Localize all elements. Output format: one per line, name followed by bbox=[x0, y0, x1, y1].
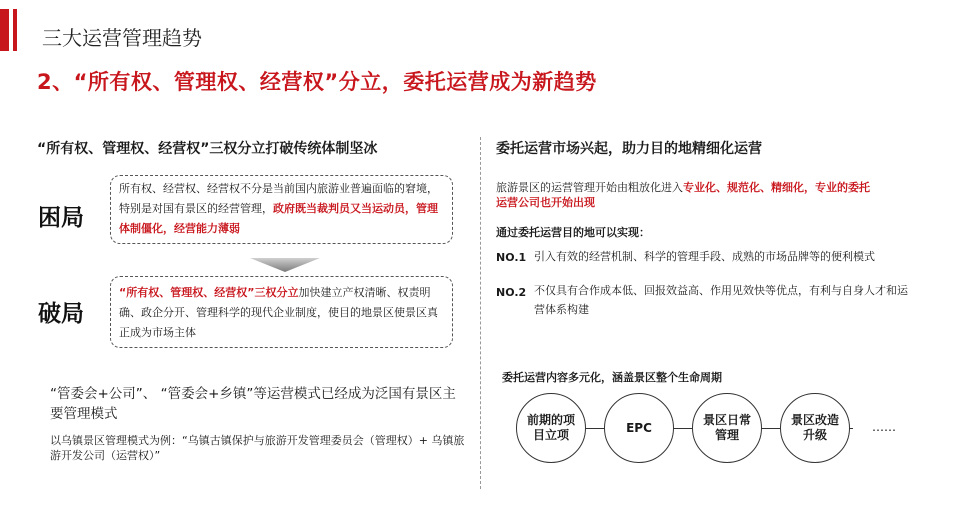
dilemma-label: 困局 bbox=[38, 205, 84, 231]
stage-circle: 景区日常管理 bbox=[692, 393, 762, 463]
page-headline: 2、“所有权、管理权、经营权”分立，委托运营成为新趋势 bbox=[37, 70, 597, 94]
stage-circle: 前期的项目立项 bbox=[516, 393, 586, 463]
lifecycle-title: 委托运营内容多元化，涵盖景区整个生命周期 bbox=[502, 371, 722, 384]
left-subtitle: “所有权、管理权、经营权”三权分立打破传统体制坚冰 bbox=[37, 141, 378, 157]
item-number: NO.1 bbox=[496, 251, 527, 264]
item-text: 不仅具有合作成本低、回报效益高、作用见效快等优点，有利与自身人才和运营体系构建 bbox=[534, 284, 908, 316]
accent-bar bbox=[0, 9, 9, 51]
column-divider bbox=[480, 137, 481, 489]
lifecycle-ellipsis: …… bbox=[872, 420, 896, 434]
stage-circle: EPC bbox=[604, 393, 674, 463]
item-text: 引入有效的经营机制、科学的管理手段、成熟的市场品牌等的便利模式 bbox=[534, 250, 875, 263]
dilemma-text: 所有权、经营权、经营权不分是当前国内旅游业普遍面临的窘境，特别是对国有景区的经营管理， bbox=[119, 182, 438, 215]
right-intro-text: 旅游景区的运营管理开始由粗放化进入 bbox=[496, 181, 683, 194]
dilemma-highlight: 政府既当裁判员又当运动员，管理体制僵化，经营能力薄弱 bbox=[119, 202, 438, 235]
breakthrough-text: 加快建立产权清晰、权责明确、政企分开、管理科学的现代企业制度，使目的地景区使景区真正成为市场主体 bbox=[119, 286, 438, 339]
down-arrow-icon bbox=[250, 258, 320, 272]
example-note: 以乌镇景区管理模式为例：“乌镇古镇保护与旅游开发管理委员会（管理权）+ 乌镇旅游开发公司（运营权）” bbox=[50, 434, 465, 462]
breakthrough-highlight: “所有权、管理权、经营权”三权分立 bbox=[119, 286, 299, 299]
stage-circle: 景区改造升级 bbox=[780, 393, 850, 463]
right-intro-highlight: 专业化、规范化、精细化，专业的委托运营公司也开始出现 bbox=[496, 181, 870, 209]
right-title: 委托运营市场兴起，助力目的地精细化运营 bbox=[496, 141, 762, 157]
section-title: 三大运营管理趋势 bbox=[42, 26, 202, 50]
right-intro bbox=[496, 180, 876, 210]
item-number: NO.2 bbox=[496, 286, 527, 299]
dilemma-box bbox=[110, 175, 453, 244]
breakthrough-label: 破局 bbox=[38, 301, 84, 327]
model-note: “管委会+公司”、 “管委会+乡镇”等运营模式已经成为泛国有景区主要管理模式 bbox=[50, 386, 456, 422]
right-subhead: 通过委托运营目的地可以实现： bbox=[496, 226, 650, 239]
accent-bar-thin bbox=[13, 9, 17, 51]
breakthrough-box bbox=[110, 276, 453, 348]
